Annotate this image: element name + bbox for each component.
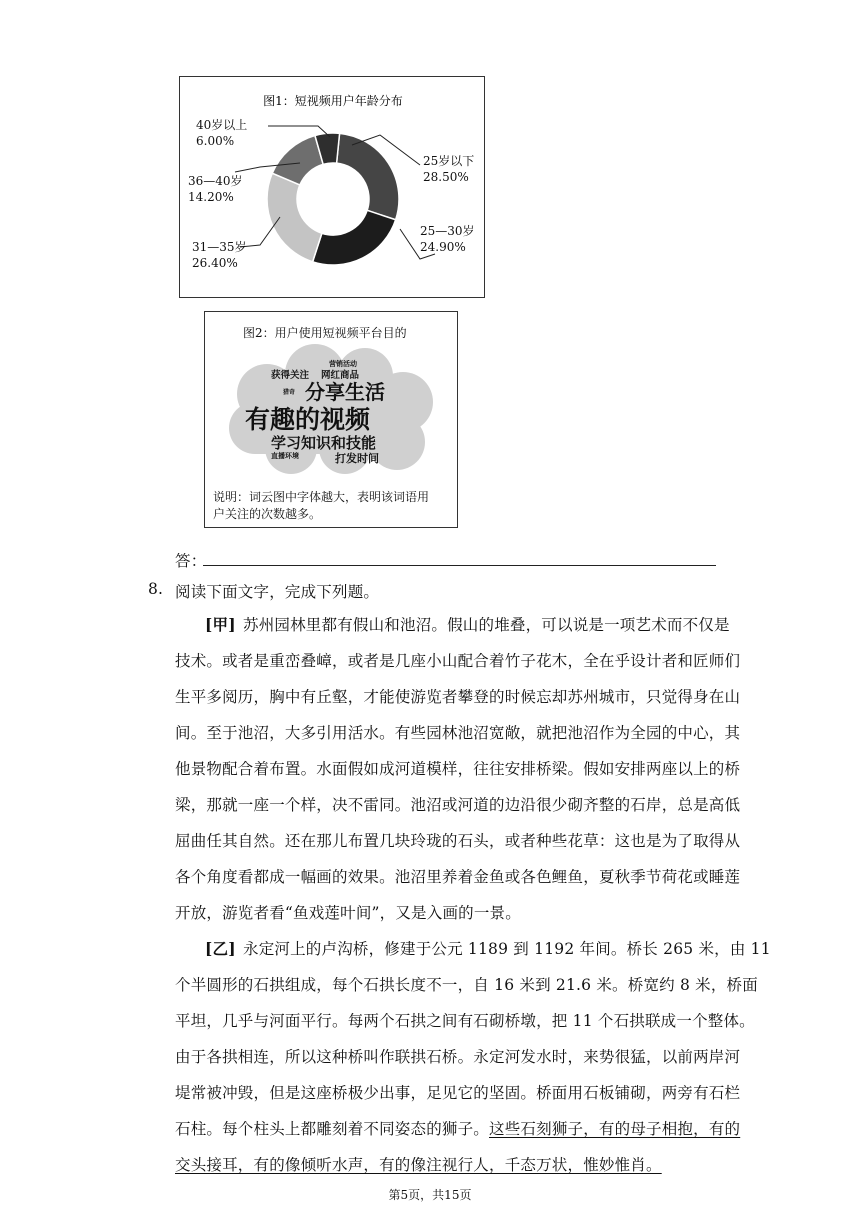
donut-slice-0 — [337, 133, 399, 219]
yi-line-0: 永定河上的卢沟桥，修建于公元 1189 到 1192 年间。桥长 265 米，由 11 — [243, 940, 771, 958]
label-cat-2: 31—35岁 — [192, 240, 247, 254]
label-cat-4: 40岁以上 — [196, 118, 248, 132]
label-val-4: 6.00% — [196, 134, 235, 148]
label-cat-0: 25岁以下 — [423, 154, 475, 168]
q8-prompt: 阅读下面文字，完成下列题。 — [175, 583, 380, 601]
jia-line-6: 屈曲任其自然。还在那儿布置几块玲珑的石头，或者种些花草：这也是为了取得从 — [175, 832, 741, 850]
yi-line-6-underlined: 交头接耳，有的像倾听水声，有的像注视行人，千态万状，惟妙惟肖。 — [175, 1156, 662, 1174]
jia-line-2: 生平多阅历，胸中有丘壑，才能使游览者攀登的时候忘却苏州城市，只觉得身在山 — [175, 688, 741, 706]
word-3: 网红商品 — [321, 370, 360, 381]
answer-label: 答： — [175, 552, 207, 570]
yi-line-5 — [175, 1117, 740, 1139]
jia-line-7: 各个角度看都成一幅画的效果。池沼里养着金鱼或各色鲤鱼，夏秋季节荷花或睡莲 — [175, 868, 741, 886]
yi-tag: [乙] — [205, 939, 236, 958]
yi-line-1: 个半圆形的石拱组成，每个石拱长度不一，自 16 米到 21.6 米。桥宽约 8 米，桥面 — [175, 976, 758, 994]
figure1-box — [179, 76, 485, 298]
yi-line-3: 由于各拱相连，所以这种桥叫作联拱石桥。永定河发水时，来势很猛，以前两岸河 — [175, 1048, 741, 1066]
yi-line-2: 平坦，几乎与河面平行。每两个石拱之间有石砌桥墩，把 11 个石拱联成一个整体。 — [175, 1012, 755, 1030]
word-9: 打发时间 — [335, 452, 379, 465]
yi-line-4: 堤常被冲毁，但是这座桥极少出事，足见它的坚固。桥面用石板铺砌，两旁有石栏 — [175, 1084, 741, 1102]
jia-tag: [甲] — [205, 615, 236, 634]
label-cat-1: 25—30岁 — [420, 224, 475, 238]
figure2-note-line1: 说明：词云图中字体越大，表明该词语用 — [213, 490, 430, 504]
word-5: 分享生活 — [305, 380, 385, 404]
jia-line-1: 技术。或者是重峦叠嶂，或者是几座小山配合着竹子花木，全在乎设计者和匠师们 — [175, 652, 741, 670]
donut-slice-1 — [313, 210, 396, 265]
jia-line-5: 梁，那就一座一个样，决不雷同。池沼或河道的边沿很少砌齐整的石岸，总是高低 — [175, 796, 741, 814]
label-cat-3: 36—40岁 — [188, 174, 243, 188]
jia-line-0: 苏州园林里都有假山和池沼。假山的堆叠，可以说是一项艺术而不仅是 — [243, 616, 730, 634]
figure2-box — [204, 311, 458, 528]
answer-line — [203, 565, 716, 566]
label-val-3: 14.20% — [188, 190, 234, 204]
word-4: 猎奇 — [283, 389, 296, 396]
figure2-title: 图2：用户使用短视频平台目的 — [243, 326, 407, 340]
page-footer: 第5页，共15页 — [388, 1188, 472, 1202]
label-val-0: 28.50% — [423, 170, 469, 184]
jia-line-3: 间。至于池沼，大多引用活水。有些园林池沼宽敞，就把池沼作为全园的中心，其 — [175, 724, 741, 742]
donut-chart — [180, 77, 486, 299]
word-6: 有趣的视频 — [245, 405, 371, 434]
figure2-note-line2: 户关注的次数越多。 — [213, 507, 322, 521]
jia-line-4: 他景物配合着布置。水面假如成河道模样，往往安排桥梁。假如安排两座以上的桥 — [175, 760, 741, 778]
word-8: 直播环境 — [271, 452, 299, 460]
label-val-1: 24.90% — [420, 240, 466, 254]
label-val-2: 26.40% — [192, 256, 238, 270]
jia-line-8: 开放，游览者看“鱼戏莲叶间”，又是入画的一景。 — [175, 904, 521, 922]
word-1: 营销活动 — [329, 360, 357, 368]
figure1-title: 图1：短视频用户年龄分布 — [263, 94, 403, 108]
donut-slice-2 — [267, 173, 322, 262]
word-2: 获得关注 — [271, 370, 310, 381]
word-cloud — [225, 344, 439, 474]
yi-line-5-underlined: 这些石刻狮子，有的母子相抱，有的 — [489, 1120, 741, 1138]
word-7: 学习知识和技能 — [271, 434, 377, 452]
q8-number: 8. — [148, 580, 164, 598]
yi-line-5-plain: 石柱。每个柱头上都雕刻着不同姿态的狮子。 — [175, 1120, 490, 1138]
